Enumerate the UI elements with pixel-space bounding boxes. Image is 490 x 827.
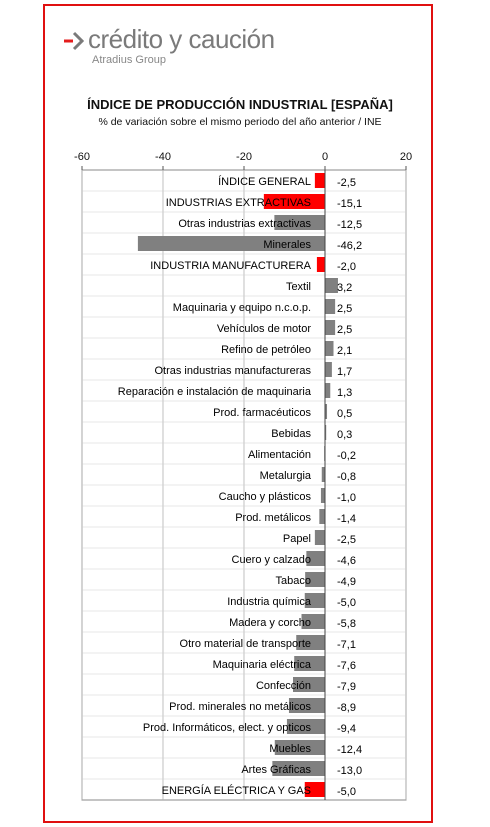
category-label: Confección [255,680,311,692]
category-label: Prod. Informáticos, elect. y opticos [142,722,311,734]
value-label: -13,0 [337,765,363,777]
tick-label: -20 [236,151,252,163]
bar [325,362,332,377]
value-label: -2,5 [337,534,356,546]
value-label: -0,8 [337,471,356,483]
bar [317,257,325,272]
bar [319,509,325,524]
category-label: Bebidas [271,428,311,440]
category-label: ENERGÍA ELÉCTRICA Y GAS [161,785,311,797]
chart-title: ÍNDICE DE PRODUCCIÓN INDUSTRIAL [ESPAÑA] [87,97,393,112]
bar [325,383,330,398]
category-label: Vehículos de motor [216,323,311,335]
value-label: -46,2 [337,240,363,252]
category-label: Prod. minerales no metálicos [169,701,311,713]
category-label: Textil [285,281,311,293]
category-label: Reparación e instalación de maquinaria [117,386,311,398]
category-label: INDUSTRIA MANUFACTURERA [150,260,311,272]
value-label: -12,5 [337,219,363,231]
value-label: -5,0 [337,597,356,609]
category-label: Otro material de transporte [179,638,311,650]
value-label: -4,6 [337,555,356,567]
value-label: 2,1 [337,345,353,357]
tick-label: 0 [321,151,329,163]
value-label: 1,7 [337,366,353,378]
tick-label: 20 [399,151,413,163]
value-label: 1,3 [337,387,353,399]
chart-subtitle: % de variación sobre el mismo periodo del año anterior / INE [98,116,382,128]
value-label: -4,9 [337,576,356,588]
brand-name: crédito y caución [88,24,275,54]
value-label: -5,0 [337,786,356,798]
category-label: Prod. farmacéuticos [213,407,311,419]
category-label: INDUSTRIAS EXTRACTIVAS [165,197,311,209]
category-label: Caucho y plásticos [218,491,311,503]
value-label: -5,8 [337,618,356,630]
bar [325,320,335,335]
tick-label: -40 [155,151,171,163]
category-label: Metalurgia [259,470,311,482]
category-label: Alimentación [248,449,311,461]
category-label: Tabaco [275,575,311,587]
category-label: Madera y corcho [229,617,311,629]
value-label: 2,5 [337,303,353,315]
category-label: Industria química [227,596,311,608]
category-label: Minerales [263,239,311,251]
value-label: 0,5 [337,408,353,420]
category-label: Cuero y calzado [231,554,311,566]
value-label: -8,9 [337,702,356,714]
value-label: -9,4 [337,723,356,735]
value-label: -0,2 [337,450,356,462]
bar [315,530,325,545]
bar [321,488,325,503]
bar [315,173,325,188]
category-label: Otras industrias extractivas [178,218,311,230]
value-label: -7,1 [337,639,356,651]
category-label: Refino de petróleo [221,344,311,356]
category-label: Maquinaria eléctrica [212,659,311,671]
category-label: Maquinaria y equipo n.c.o.p. [172,302,311,314]
value-label: -7,6 [337,660,356,672]
value-label: -15,1 [337,198,363,210]
value-label: -2,0 [337,261,356,273]
category-label: Prod. metálicos [235,512,311,524]
category-label: Muebles [269,743,311,755]
category-label: ÍNDICE GENERAL [218,176,311,188]
bar [325,299,335,314]
value-label: -7,9 [337,681,356,693]
value-label: 0,3 [337,429,353,441]
value-label: -1,0 [337,492,356,504]
value-label: 2,5 [337,324,353,336]
value-label: -2,5 [337,177,356,189]
brand-subtitle: Atradius Group [92,54,166,66]
bar [325,341,334,356]
tick-label: -60 [74,151,90,163]
value-label: -1,4 [337,513,356,525]
value-label: -12,4 [337,744,363,756]
value-label: 3,2 [337,282,353,294]
category-label: Artes Gráficas [241,764,311,776]
category-label: Otras industrias manufactureras [154,365,311,377]
category-label: Papel [282,533,311,545]
